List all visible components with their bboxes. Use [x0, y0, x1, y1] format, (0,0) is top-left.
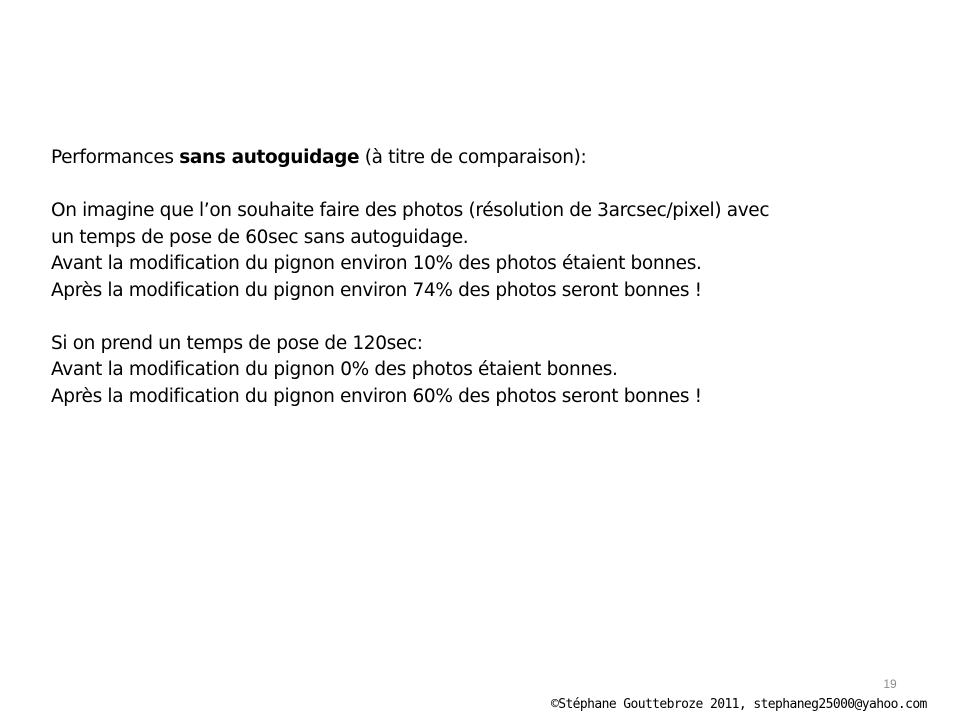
paragraph2-line: Si on prend un temps de pose de 120sec:: [51, 332, 423, 354]
paragraph2-line: Après la modification du pignon environ 60% des photos seront bonnes !: [51, 385, 702, 407]
slide-heading: [51, 145, 931, 172]
spacer: [51, 304, 931, 331]
paragraph2-line: Avant la modification du pignon 0% des photos étaient bonnes.: [51, 359, 618, 380]
paragraph1-line: Avant la modification du pignon environ 10% des photos étaient bonnes.: [51, 253, 702, 274]
paragraph1-line: Après la modification du pignon environ 74% des photos seront bonnes !: [51, 279, 702, 301]
spacer: [51, 172, 931, 199]
paragraph1-line: un temps de pose de 60sec sans autoguidage.: [51, 226, 469, 248]
copyright-footer: ©Stéphane Gouttebroze 2011, stephaneg25000@yahoo.com: [551, 697, 927, 712]
page-number: 19: [883, 677, 897, 691]
heading-suffix: (à titre de comparaison):: [359, 147, 587, 168]
heading-bold: sans autoguidage: [179, 147, 360, 168]
slide-body: [51, 145, 931, 410]
heading-prefix: Performances: [51, 147, 180, 168]
paragraph1-line: On imagine que l’on souhaite faire des photos (résolution de 3arcsec/pixel) avec: [51, 200, 770, 221]
